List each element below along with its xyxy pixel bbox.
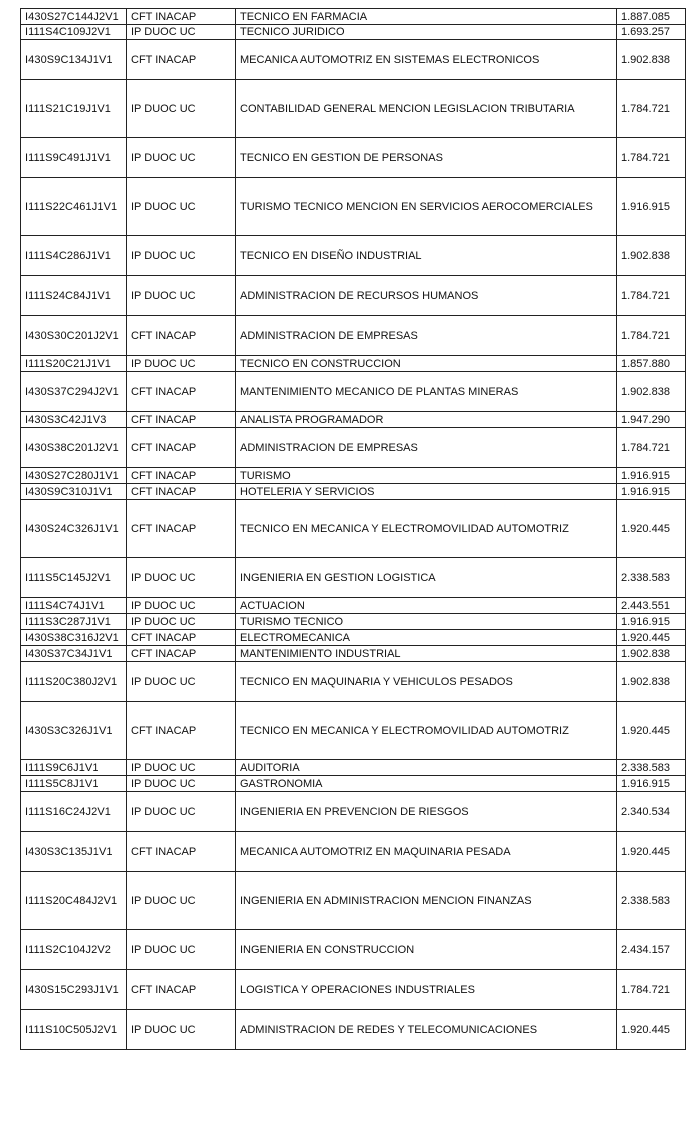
amount-cell: 1.920.445 — [617, 1010, 686, 1050]
program-cell: TURISMO — [236, 468, 617, 484]
code-cell: I430S38C201J2V1 — [21, 428, 127, 468]
code-cell: I430S30C201J2V1 — [21, 316, 127, 356]
amount-cell: 1.920.445 — [617, 630, 686, 646]
table-row — [21, 1010, 686, 1050]
code-cell: I111S21C19J1V1 — [21, 80, 127, 138]
table-row — [21, 178, 686, 236]
institution-cell: CFT INACAP — [127, 702, 236, 760]
program-cell: GASTRONOMIA — [236, 776, 617, 792]
code-cell: I430S9C134J1V1 — [21, 40, 127, 80]
table-row — [21, 468, 686, 484]
institution-cell: CFT INACAP — [127, 832, 236, 872]
amount-cell: 1.784.721 — [617, 138, 686, 178]
institution-cell: CFT INACAP — [127, 484, 236, 500]
table-row — [21, 80, 686, 138]
amount-cell: 1.784.721 — [617, 80, 686, 138]
code-cell: I111S5C145J2V1 — [21, 558, 127, 598]
table-row — [21, 662, 686, 702]
institution-cell: IP DUOC UC — [127, 930, 236, 970]
amount-cell: 1.784.721 — [617, 428, 686, 468]
amount-cell: 1.920.445 — [617, 702, 686, 760]
institution-cell: IP DUOC UC — [127, 80, 236, 138]
document-page — [20, 8, 682, 1050]
table-row — [21, 412, 686, 428]
code-cell: I430S38C316J2V1 — [21, 630, 127, 646]
amount-cell: 2.338.583 — [617, 760, 686, 776]
table-row — [21, 558, 686, 598]
table-row — [21, 9, 686, 25]
institution-cell: IP DUOC UC — [127, 558, 236, 598]
amount-cell: 1.916.915 — [617, 468, 686, 484]
amount-cell: 1.947.290 — [617, 412, 686, 428]
amount-cell: 1.784.721 — [617, 276, 686, 316]
code-cell: I111S20C21J1V1 — [21, 356, 127, 372]
institution-cell: IP DUOC UC — [127, 662, 236, 702]
amount-cell: 2.338.583 — [617, 558, 686, 598]
institution-cell: CFT INACAP — [127, 970, 236, 1010]
table-row — [21, 40, 686, 80]
code-cell: I430S27C280J1V1 — [21, 468, 127, 484]
program-cell: MANTENIMIENTO INDUSTRIAL — [236, 646, 617, 662]
code-cell: I111S22C461J1V1 — [21, 178, 127, 236]
program-cell: TECNICO EN DISEÑO INDUSTRIAL — [236, 236, 617, 276]
code-cell: I111S9C491J1V1 — [21, 138, 127, 178]
institution-cell: CFT INACAP — [127, 316, 236, 356]
code-cell: I111S2C104J2V2 — [21, 930, 127, 970]
code-cell: I430S37C34J1V1 — [21, 646, 127, 662]
code-cell: I430S24C326J1V1 — [21, 500, 127, 558]
program-cell: TURISMO TECNICO — [236, 614, 617, 630]
program-cell: INGENIERIA EN GESTION LOGISTICA — [236, 558, 617, 598]
program-cell: MANTENIMIENTO MECANICO DE PLANTAS MINERAS — [236, 372, 617, 412]
institution-cell: IP DUOC UC — [127, 356, 236, 372]
institution-cell: IP DUOC UC — [127, 598, 236, 614]
institution-cell: IP DUOC UC — [127, 792, 236, 832]
institution-cell: CFT INACAP — [127, 372, 236, 412]
table-row — [21, 930, 686, 970]
table-row — [21, 776, 686, 792]
institution-cell: CFT INACAP — [127, 428, 236, 468]
amount-cell: 1.887.085 — [617, 9, 686, 25]
code-cell: I111S9C6J1V1 — [21, 760, 127, 776]
institution-cell: IP DUOC UC — [127, 872, 236, 930]
institution-cell: CFT INACAP — [127, 630, 236, 646]
code-cell: I111S5C8J1V1 — [21, 776, 127, 792]
table-row — [21, 372, 686, 412]
institution-cell: CFT INACAP — [127, 40, 236, 80]
table-row — [21, 792, 686, 832]
amount-cell: 1.902.838 — [617, 236, 686, 276]
table-row — [21, 598, 686, 614]
amount-cell: 1.920.445 — [617, 500, 686, 558]
institution-cell: IP DUOC UC — [127, 178, 236, 236]
program-cell: HOTELERIA Y SERVICIOS — [236, 484, 617, 500]
institution-cell: IP DUOC UC — [127, 1010, 236, 1050]
code-cell: I430S3C326J1V1 — [21, 702, 127, 760]
programs-table-body — [21, 9, 686, 1050]
programs-table — [20, 8, 686, 1050]
table-row — [21, 484, 686, 500]
table-row — [21, 316, 686, 356]
table-row — [21, 276, 686, 316]
institution-cell: IP DUOC UC — [127, 760, 236, 776]
amount-cell: 1.902.838 — [617, 646, 686, 662]
code-cell: I111S24C84J1V1 — [21, 276, 127, 316]
amount-cell: 2.434.157 — [617, 930, 686, 970]
institution-cell: CFT INACAP — [127, 468, 236, 484]
code-cell: I111S4C74J1V1 — [21, 598, 127, 614]
program-cell: INGENIERIA EN CONSTRUCCION — [236, 930, 617, 970]
institution-cell: CFT INACAP — [127, 646, 236, 662]
code-cell: I111S4C109J2V1 — [21, 25, 127, 40]
code-cell: I430S37C294J2V1 — [21, 372, 127, 412]
table-row — [21, 646, 686, 662]
table-row — [21, 760, 686, 776]
amount-cell: 2.443.551 — [617, 598, 686, 614]
institution-cell: IP DUOC UC — [127, 138, 236, 178]
table-row — [21, 970, 686, 1010]
program-cell: ANALISTA PROGRAMADOR — [236, 412, 617, 428]
program-cell: MECANICA AUTOMOTRIZ EN SISTEMAS ELECTRONICOS — [236, 40, 617, 80]
program-cell: INGENIERIA EN ADMINISTRACION MENCION FINANZAS — [236, 872, 617, 930]
program-cell: TECNICO EN CONSTRUCCION — [236, 356, 617, 372]
code-cell: I430S3C135J1V1 — [21, 832, 127, 872]
code-cell: I430S27C144J2V1 — [21, 9, 127, 25]
amount-cell: 1.693.257 — [617, 25, 686, 40]
code-cell: I111S3C287J1V1 — [21, 614, 127, 630]
program-cell: ADMINISTRACION DE REDES Y TELECOMUNICACIONES — [236, 1010, 617, 1050]
institution-cell: IP DUOC UC — [127, 25, 236, 40]
amount-cell: 1.902.838 — [617, 372, 686, 412]
amount-cell: 1.902.838 — [617, 662, 686, 702]
program-cell: TECNICO EN FARMACIA — [236, 9, 617, 25]
program-cell: TECNICO EN MAQUINARIA Y VEHICULOS PESADOS — [236, 662, 617, 702]
institution-cell: IP DUOC UC — [127, 614, 236, 630]
program-cell: CONTABILIDAD GENERAL MENCION LEGISLACION TRIBUTARIA — [236, 80, 617, 138]
table-row — [21, 500, 686, 558]
program-cell: LOGISTICA Y OPERACIONES INDUSTRIALES — [236, 970, 617, 1010]
amount-cell: 1.916.915 — [617, 484, 686, 500]
program-cell: ADMINISTRACION DE EMPRESAS — [236, 428, 617, 468]
amount-cell: 1.916.915 — [617, 178, 686, 236]
code-cell: I111S20C484J2V1 — [21, 872, 127, 930]
code-cell: I111S20C380J2V1 — [21, 662, 127, 702]
table-row — [21, 25, 686, 40]
program-cell: ADMINISTRACION DE EMPRESAS — [236, 316, 617, 356]
table-row — [21, 236, 686, 276]
program-cell: MECANICA AUTOMOTRIZ EN MAQUINARIA PESADA — [236, 832, 617, 872]
institution-cell: CFT INACAP — [127, 9, 236, 25]
program-cell: TURISMO TECNICO MENCION EN SERVICIOS AEROCOMERCIALES — [236, 178, 617, 236]
amount-cell: 1.784.721 — [617, 316, 686, 356]
amount-cell: 1.784.721 — [617, 970, 686, 1010]
program-cell: TECNICO EN MECANICA Y ELECTROMOVILIDAD AUTOMOTRIZ — [236, 702, 617, 760]
table-row — [21, 614, 686, 630]
amount-cell: 1.857.880 — [617, 356, 686, 372]
amount-cell: 1.920.445 — [617, 832, 686, 872]
amount-cell: 1.916.915 — [617, 776, 686, 792]
table-row — [21, 702, 686, 760]
institution-cell: CFT INACAP — [127, 412, 236, 428]
program-cell: TECNICO EN MECANICA Y ELECTROMOVILIDAD AUTOMOTRIZ — [236, 500, 617, 558]
amount-cell: 1.916.915 — [617, 614, 686, 630]
table-row — [21, 138, 686, 178]
program-cell: ADMINISTRACION DE RECURSOS HUMANOS — [236, 276, 617, 316]
code-cell: I430S3C42J1V3 — [21, 412, 127, 428]
amount-cell: 1.902.838 — [617, 40, 686, 80]
institution-cell: CFT INACAP — [127, 500, 236, 558]
table-row — [21, 428, 686, 468]
table-row — [21, 832, 686, 872]
program-cell: TECNICO EN GESTION DE PERSONAS — [236, 138, 617, 178]
table-row — [21, 630, 686, 646]
table-row — [21, 872, 686, 930]
program-cell: INGENIERIA EN PREVENCION DE RIESGOS — [236, 792, 617, 832]
institution-cell: IP DUOC UC — [127, 236, 236, 276]
table-row — [21, 356, 686, 372]
code-cell: I111S4C286J1V1 — [21, 236, 127, 276]
institution-cell: IP DUOC UC — [127, 276, 236, 316]
code-cell: I430S15C293J1V1 — [21, 970, 127, 1010]
code-cell: I430S9C310J1V1 — [21, 484, 127, 500]
program-cell: AUDITORIA — [236, 760, 617, 776]
program-cell: ACTUACION — [236, 598, 617, 614]
program-cell: ELECTROMECANICA — [236, 630, 617, 646]
code-cell: I111S10C505J2V1 — [21, 1010, 127, 1050]
program-cell: TECNICO JURIDICO — [236, 25, 617, 40]
code-cell: I111S16C24J2V1 — [21, 792, 127, 832]
amount-cell: 2.338.583 — [617, 872, 686, 930]
institution-cell: IP DUOC UC — [127, 776, 236, 792]
amount-cell: 2.340.534 — [617, 792, 686, 832]
